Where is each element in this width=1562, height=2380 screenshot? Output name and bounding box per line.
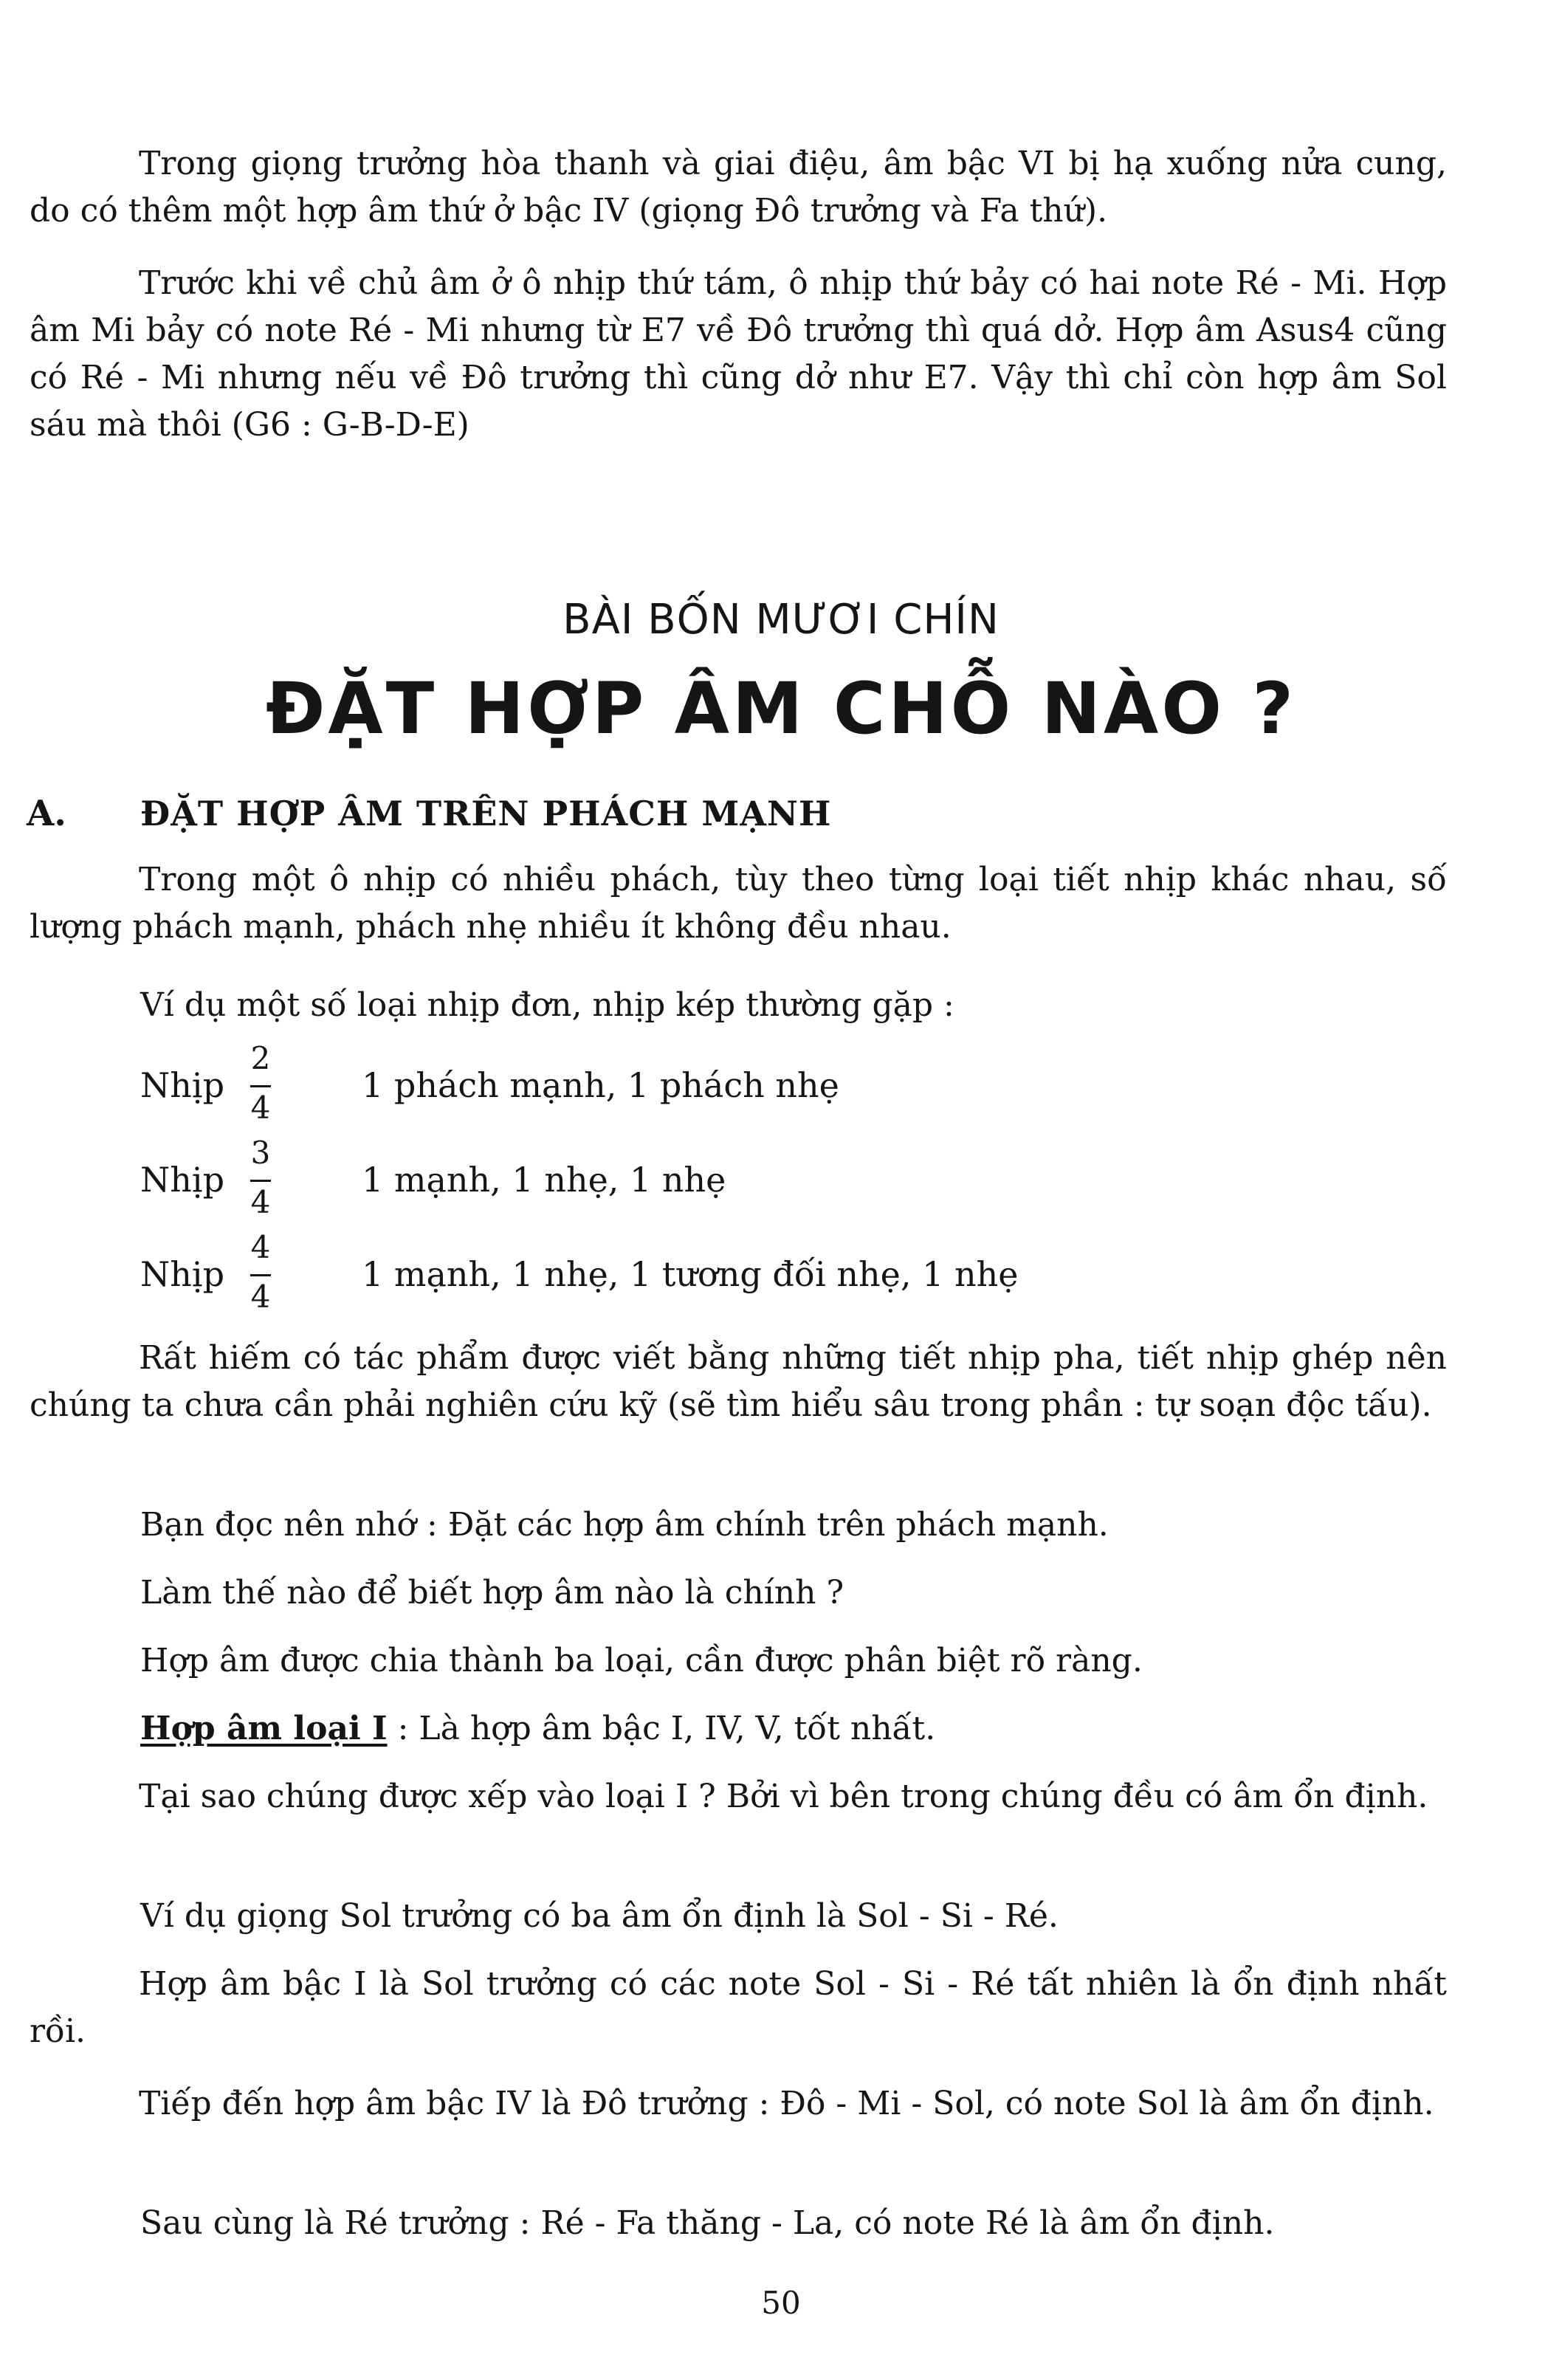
chord-type-1-label: Hợp âm loại I [140, 1710, 388, 1747]
meter-word: Nhịp [140, 1254, 225, 1294]
fraction-bar [250, 1274, 271, 1276]
lesson-title: ĐẶT HỢP ÂM CHỖ NÀO ? [265, 667, 1297, 750]
meter-word: Nhịp [140, 1160, 225, 1200]
reminder-line: Bạn đọc nên nhớ : Đặt các hợp âm chính trên phách mạnh. [140, 1506, 1109, 1544]
time-signature-numerator: 4 [250, 1229, 271, 1265]
page-number: 50 [761, 2285, 801, 2321]
time-signature-denominator: 4 [250, 1090, 271, 1126]
time-signature-numerator: 2 [250, 1040, 271, 1076]
paragraph-degree-iv: Tiếp đến hợp âm bậc IV là Đô trưởng : Đô - Mi - Sol, có note Sol là âm ổn định. [139, 2085, 1434, 2122]
time-signature-denominator: 4 [250, 1279, 271, 1315]
section-letter: A. [27, 793, 66, 834]
paragraph-why-type-1: Tại sao chúng được xếp vào loại I ? Bởi vì bên trong chúng đều có âm ổn định. [139, 1778, 1428, 1815]
paragraph-before-tonic: Trước khi về chủ âm ở ô nhịp thứ tám, ô nhịp thứ bảy có hai note Ré - Mi. Hợp âm Mi bảy có note Ré - Mi nhưng từ E7 về Đô trưởng thì quá dở. Hợp âm Asus4 cũng có Ré - Mi nhưng nếu về Đô trưởng thì cũng dở như E7. Vậy thì chỉ còn hợp âm Sol sáu mà thôi (G6 : G-B-D-E) [30, 264, 1447, 444]
chord-type-1-line [140, 1705, 935, 1753]
meter-description: 1 phách mạnh, 1 phách nhẹ [362, 1065, 839, 1105]
fraction-bar [250, 1085, 271, 1087]
examples-intro: Ví dụ một số loại nhịp đơn, nhịp kép thường gặp : [140, 986, 954, 1024]
chord-types-line: Hợp âm được chia thành ba loại, cần được phân biệt rõ ràng. [140, 1642, 1143, 1679]
time-signature-fraction [242, 1135, 279, 1223]
meter-row [140, 1041, 1395, 1129]
degree-v-line: Sau cùng là Ré trưởng : Ré - Fa thăng - La, có note Ré là âm ổn định. [140, 2204, 1275, 2242]
meter-row [140, 1135, 1395, 1224]
question-line: Làm thế nào để biết hợp âm nào là chính ? [140, 1574, 844, 1612]
paragraph-rare-meters: Rất hiếm có tác phẩm được viết bằng những tiết nhịp pha, tiết nhịp ghép nên chúng ta chưa cần phải nghiên cứu kỹ (sẽ tìm hiểu sâu trong phần : tự soạn độc tấu). [30, 1339, 1447, 1424]
paragraph-degree-i: Hợp âm bậc I là Sol trưởng có các note Sol - Si - Ré tất nhiên là ổn định nhất rồi. [30, 1965, 1447, 2050]
paragraph-harmonic-major: Trong giọng trưởng hòa thanh và giai điệu, âm bậc VI bị hạ xuống nửa cung, do có thêm một hợp âm thứ ở bậc IV (giọng Đô trưởng và Fa thứ). [30, 145, 1447, 230]
time-signature-denominator: 4 [250, 1184, 271, 1220]
example-g-major-line: Ví dụ giọng Sol trưởng có ba âm ổn định là Sol - Si - Ré. [140, 1897, 1059, 1935]
paragraph-beats-intro: Trong một ô nhịp có nhiều phách, tùy theo từng loại tiết nhịp khác nhau, số lượng phách mạnh, phách nhẹ nhiều ít không đều nhau. [30, 861, 1447, 946]
fraction-bar [250, 1180, 271, 1182]
meter-word: Nhịp [140, 1065, 225, 1105]
section-title: ĐẶT HỢP ÂM TRÊN PHÁCH MẠNH [140, 794, 832, 833]
meter-row [140, 1230, 1395, 1318]
time-signature-fraction [242, 1041, 279, 1129]
time-signature-fraction [242, 1230, 279, 1318]
meter-description: 1 mạnh, 1 nhẹ, 1 nhẹ [362, 1160, 726, 1200]
time-signature-numerator: 3 [250, 1135, 271, 1171]
meter-description: 1 mạnh, 1 nhẹ, 1 tương đối nhẹ, 1 nhẹ [362, 1254, 1019, 1294]
chord-type-1-text: : Là hợp âm bậc I, IV, V, tốt nhất. [387, 1710, 936, 1747]
lesson-number: BÀI BỐN MƯƠI CHÍN [562, 596, 1000, 644]
